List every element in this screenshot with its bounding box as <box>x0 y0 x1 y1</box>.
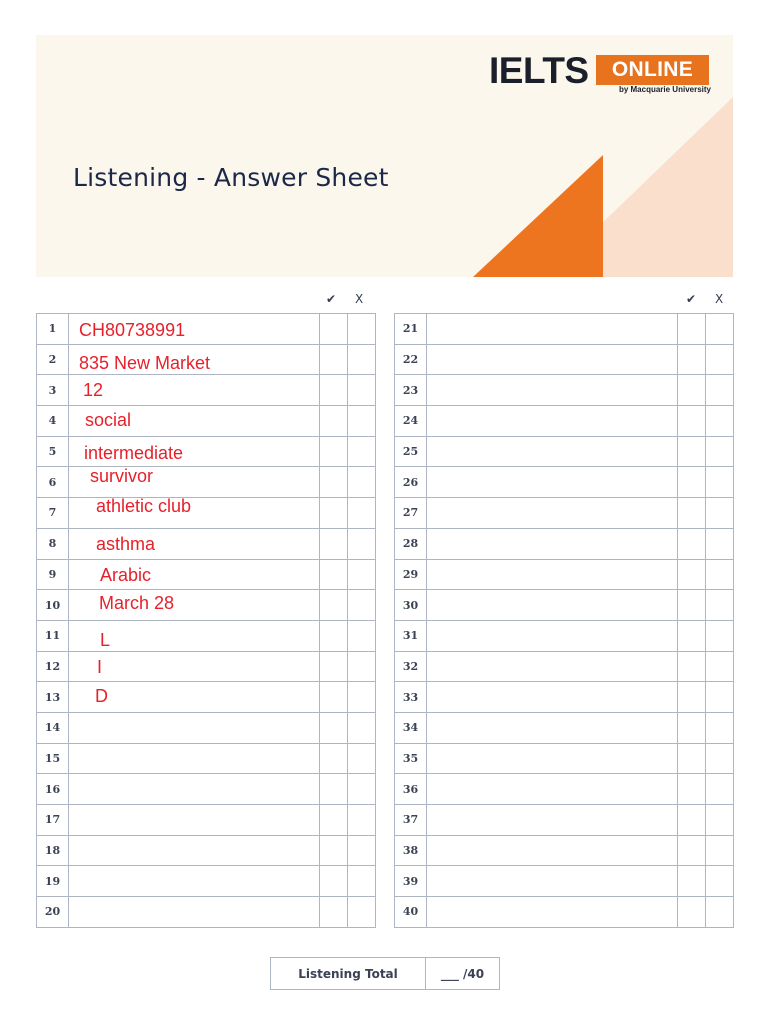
question-number: 18 <box>37 835 69 866</box>
answer-row <box>395 375 734 406</box>
question-number: 12 <box>37 651 69 682</box>
answer-field[interactable] <box>427 682 678 713</box>
wrong-mark-cell[interactable] <box>348 651 376 682</box>
question-number: 27 <box>395 498 427 529</box>
correct-mark-cell[interactable] <box>678 406 706 437</box>
question-number: 13 <box>37 682 69 713</box>
answer-field[interactable] <box>69 590 320 621</box>
correct-mark-cell[interactable] <box>320 682 348 713</box>
correct-mark-cell[interactable] <box>678 805 706 836</box>
question-number: 31 <box>395 620 427 651</box>
answer-field[interactable] <box>69 559 320 590</box>
correct-mark-cell[interactable] <box>320 590 348 621</box>
answer-field[interactable] <box>69 712 320 743</box>
correct-mark-cell[interactable] <box>678 897 706 928</box>
question-number: 11 <box>37 620 69 651</box>
answer-text: D <box>95 685 108 706</box>
wrong-mark-cell[interactable] <box>348 866 376 897</box>
answer-field[interactable] <box>427 559 678 590</box>
wrong-mark-cell[interactable] <box>348 743 376 774</box>
correct-mark-cell[interactable] <box>678 314 706 345</box>
correct-mark-cell[interactable] <box>320 620 348 651</box>
wrong-mark-cell[interactable] <box>348 344 376 375</box>
correct-mark-cell[interactable] <box>678 559 706 590</box>
question-number: 33 <box>395 682 427 713</box>
correct-mark-cell[interactable] <box>320 774 348 805</box>
question-number: 20 <box>37 897 69 928</box>
question-number: 38 <box>395 835 427 866</box>
wrong-mark-cell[interactable] <box>706 406 734 437</box>
answer-row <box>395 467 734 498</box>
answer-field[interactable] <box>427 712 678 743</box>
answer-row <box>395 835 734 866</box>
correct-mark-cell[interactable] <box>320 498 348 529</box>
correct-mark-cell[interactable] <box>678 436 706 467</box>
correct-mark-cell[interactable] <box>678 344 706 375</box>
wrong-mark-cell[interactable] <box>348 406 376 437</box>
wrong-mark-cell[interactable] <box>348 712 376 743</box>
wrong-mark-cell[interactable] <box>348 375 376 406</box>
answer-field[interactable] <box>427 528 678 559</box>
question-number: 37 <box>395 805 427 836</box>
wrong-mark-cell[interactable] <box>706 712 734 743</box>
answer-row <box>37 406 376 437</box>
correct-mark-cell[interactable] <box>320 805 348 836</box>
answer-field[interactable] <box>69 897 320 928</box>
correct-mark-cell[interactable] <box>320 467 348 498</box>
wrong-mark-cell[interactable] <box>348 897 376 928</box>
question-number: 6 <box>37 467 69 498</box>
answer-row <box>37 620 376 651</box>
logo-wordmark: IELTS <box>489 50 589 91</box>
answer-row <box>37 375 376 406</box>
answer-row <box>395 406 734 437</box>
answer-row <box>395 559 734 590</box>
answer-text: survivor <box>90 465 154 486</box>
answer-text: asthma <box>96 534 156 555</box>
question-number: 28 <box>395 528 427 559</box>
answer-field[interactable] <box>69 682 320 713</box>
wrong-mark-cell[interactable] <box>706 590 734 621</box>
wrong-mark-cell[interactable] <box>348 805 376 836</box>
answer-field[interactable] <box>427 743 678 774</box>
answer-text: 835 New Market <box>79 353 211 374</box>
answer-field[interactable] <box>427 897 678 928</box>
wrong-mark-cell[interactable] <box>348 498 376 529</box>
answer-row <box>395 590 734 621</box>
answer-row <box>37 774 376 805</box>
total-label: Listening Total <box>271 958 426 990</box>
question-number: 9 <box>37 559 69 590</box>
answer-text: I <box>97 656 103 677</box>
correct-mark-cell[interactable] <box>678 835 706 866</box>
answer-field[interactable] <box>427 805 678 836</box>
question-number: 35 <box>395 743 427 774</box>
wrong-mark-cell[interactable] <box>706 436 734 467</box>
correct-mark-cell[interactable] <box>678 528 706 559</box>
answer-field[interactable] <box>427 498 678 529</box>
answer-row <box>37 344 376 375</box>
question-number: 16 <box>37 774 69 805</box>
answer-field[interactable] <box>69 866 320 897</box>
answer-text: Arabic <box>100 564 152 585</box>
answer-row <box>395 528 734 559</box>
check-icon: ✔ <box>326 292 337 306</box>
wrong-mark-cell[interactable] <box>706 835 734 866</box>
question-number: 22 <box>395 344 427 375</box>
question-number: 39 <box>395 866 427 897</box>
answer-text: athletic club <box>96 496 192 517</box>
answer-row <box>395 314 734 345</box>
wrong-mark-cell[interactable] <box>348 590 376 621</box>
header-banner <box>36 35 733 277</box>
correct-mark-cell[interactable] <box>678 743 706 774</box>
correct-mark-cell[interactable] <box>320 866 348 897</box>
answer-row <box>395 498 734 529</box>
answer-table-left <box>36 313 376 928</box>
answer-text: intermediate <box>84 443 184 464</box>
answer-field[interactable] <box>69 375 320 406</box>
question-number: 5 <box>37 436 69 467</box>
wrong-mark-cell[interactable] <box>348 528 376 559</box>
answer-row <box>37 805 376 836</box>
question-number: 3 <box>37 375 69 406</box>
answer-field[interactable] <box>427 314 678 345</box>
wrong-mark-cell[interactable] <box>706 528 734 559</box>
wrong-mark-cell[interactable] <box>706 897 734 928</box>
correct-mark-cell[interactable] <box>678 866 706 897</box>
answer-field[interactable] <box>427 835 678 866</box>
correct-mark-cell[interactable] <box>678 651 706 682</box>
question-number: 29 <box>395 559 427 590</box>
answer-table-right <box>394 313 734 928</box>
correct-mark-cell[interactable] <box>320 344 348 375</box>
answer-row <box>37 682 376 713</box>
answer-field[interactable] <box>427 774 678 805</box>
question-number: 32 <box>395 651 427 682</box>
answer-field[interactable] <box>427 620 678 651</box>
wrong-mark-cell[interactable] <box>348 436 376 467</box>
ielts-online-logo <box>485 51 715 97</box>
wrong-mark-cell[interactable] <box>348 314 376 345</box>
wrong-mark-cell[interactable] <box>348 620 376 651</box>
wrong-mark-cell[interactable] <box>706 375 734 406</box>
correct-mark-cell[interactable] <box>678 774 706 805</box>
answer-row <box>37 528 376 559</box>
correct-mark-cell[interactable] <box>320 712 348 743</box>
correct-mark-cell[interactable] <box>678 590 706 621</box>
question-number: 23 <box>395 375 427 406</box>
question-number: 4 <box>37 406 69 437</box>
question-number: 10 <box>37 590 69 621</box>
wrong-mark-cell[interactable] <box>706 344 734 375</box>
question-number: 36 <box>395 774 427 805</box>
wrong-mark-cell[interactable] <box>706 559 734 590</box>
question-number: 24 <box>395 406 427 437</box>
question-number: 7 <box>37 498 69 529</box>
check-icon: ✔ <box>686 292 697 306</box>
answer-row <box>37 835 376 866</box>
wrong-mark-cell[interactable] <box>706 743 734 774</box>
answer-row <box>37 743 376 774</box>
question-number: 17 <box>37 805 69 836</box>
correct-mark-cell[interactable] <box>678 375 706 406</box>
wrong-mark-cell[interactable] <box>348 682 376 713</box>
wrong-mark-cell[interactable] <box>706 774 734 805</box>
wrong-mark-cell[interactable] <box>706 682 734 713</box>
logo-badge: ONLINE <box>596 55 709 85</box>
question-number: 26 <box>395 467 427 498</box>
wrong-mark-cell[interactable] <box>706 467 734 498</box>
answer-row <box>395 866 734 897</box>
answer-field[interactable] <box>69 805 320 836</box>
answer-field[interactable] <box>69 406 320 437</box>
wrong-mark-cell[interactable] <box>706 805 734 836</box>
answer-text: L <box>100 630 111 651</box>
answer-field[interactable] <box>69 774 320 805</box>
answer-field[interactable] <box>69 743 320 774</box>
answer-field[interactable] <box>69 528 320 559</box>
answer-field[interactable] <box>427 590 678 621</box>
answer-row <box>395 774 734 805</box>
answer-row <box>37 498 376 529</box>
wrong-mark-cell[interactable] <box>706 314 734 345</box>
answer-field[interactable] <box>69 344 320 375</box>
wrong-mark-cell[interactable] <box>706 498 734 529</box>
correct-mark-cell[interactable] <box>320 897 348 928</box>
question-number: 25 <box>395 436 427 467</box>
correct-mark-cell[interactable] <box>320 743 348 774</box>
answer-row <box>37 651 376 682</box>
answer-row <box>395 436 734 467</box>
correct-mark-cell[interactable] <box>320 528 348 559</box>
answer-field[interactable] <box>427 651 678 682</box>
correct-mark-cell[interactable] <box>678 467 706 498</box>
cross-icon: X <box>355 292 364 306</box>
answer-text: CH80738991 <box>79 320 186 341</box>
answer-row <box>395 620 734 651</box>
logo-subtitle: by Macquarie University <box>618 85 711 94</box>
answer-row <box>37 314 376 345</box>
answer-text: 12 <box>83 379 104 400</box>
answer-field[interactable] <box>427 344 678 375</box>
answer-field[interactable] <box>69 835 320 866</box>
answer-row <box>37 436 376 467</box>
correct-mark-cell[interactable] <box>678 712 706 743</box>
question-number: 21 <box>395 314 427 345</box>
correct-mark-cell[interactable] <box>320 436 348 467</box>
answer-row <box>37 559 376 590</box>
correct-mark-cell[interactable] <box>320 559 348 590</box>
answer-row <box>37 712 376 743</box>
question-number: 34 <box>395 712 427 743</box>
correct-mark-cell[interactable] <box>320 835 348 866</box>
answer-field[interactable] <box>69 314 320 345</box>
answer-field[interactable] <box>69 651 320 682</box>
cross-icon: X <box>715 292 724 306</box>
answer-field[interactable] <box>69 498 320 529</box>
correct-mark-cell[interactable] <box>678 682 706 713</box>
question-number: 30 <box>395 590 427 621</box>
answer-text: social <box>85 410 132 431</box>
correct-mark-cell[interactable] <box>320 314 348 345</box>
total-value[interactable]: ___ /40 <box>426 958 500 990</box>
answer-field[interactable] <box>427 467 678 498</box>
wrong-mark-cell[interactable] <box>706 651 734 682</box>
answer-field[interactable] <box>427 406 678 437</box>
answer-row <box>395 344 734 375</box>
answer-row <box>37 866 376 897</box>
question-number: 1 <box>37 314 69 345</box>
answer-field[interactable] <box>427 375 678 406</box>
wrong-mark-cell[interactable] <box>706 620 734 651</box>
correct-mark-cell[interactable] <box>678 498 706 529</box>
answer-text: March 28 <box>99 592 175 613</box>
question-number: 40 <box>395 897 427 928</box>
answer-row <box>395 897 734 928</box>
question-number: 2 <box>37 344 69 375</box>
question-number: 8 <box>37 528 69 559</box>
answer-row <box>395 682 734 713</box>
wrong-mark-cell[interactable] <box>348 774 376 805</box>
correct-mark-cell[interactable] <box>678 620 706 651</box>
answer-field[interactable] <box>427 436 678 467</box>
answer-row <box>37 590 376 621</box>
correct-mark-cell[interactable] <box>320 375 348 406</box>
correct-mark-cell[interactable] <box>320 651 348 682</box>
answer-row <box>395 805 734 836</box>
wrong-mark-cell[interactable] <box>348 467 376 498</box>
answer-row <box>395 651 734 682</box>
question-number: 19 <box>37 866 69 897</box>
correct-mark-cell[interactable] <box>320 406 348 437</box>
wrong-mark-cell[interactable] <box>706 866 734 897</box>
wrong-mark-cell[interactable] <box>348 835 376 866</box>
answer-field[interactable] <box>427 866 678 897</box>
answer-field[interactable] <box>69 436 320 467</box>
listening-total-box <box>270 957 500 990</box>
answer-field[interactable] <box>69 620 320 651</box>
answer-row <box>395 743 734 774</box>
answer-field[interactable] <box>69 467 320 498</box>
answer-row <box>37 467 376 498</box>
answer-row <box>395 712 734 743</box>
question-number: 15 <box>37 743 69 774</box>
question-number: 14 <box>37 712 69 743</box>
page-title: Listening - Answer Sheet <box>73 163 389 192</box>
answer-row <box>37 897 376 928</box>
wrong-mark-cell[interactable] <box>348 559 376 590</box>
